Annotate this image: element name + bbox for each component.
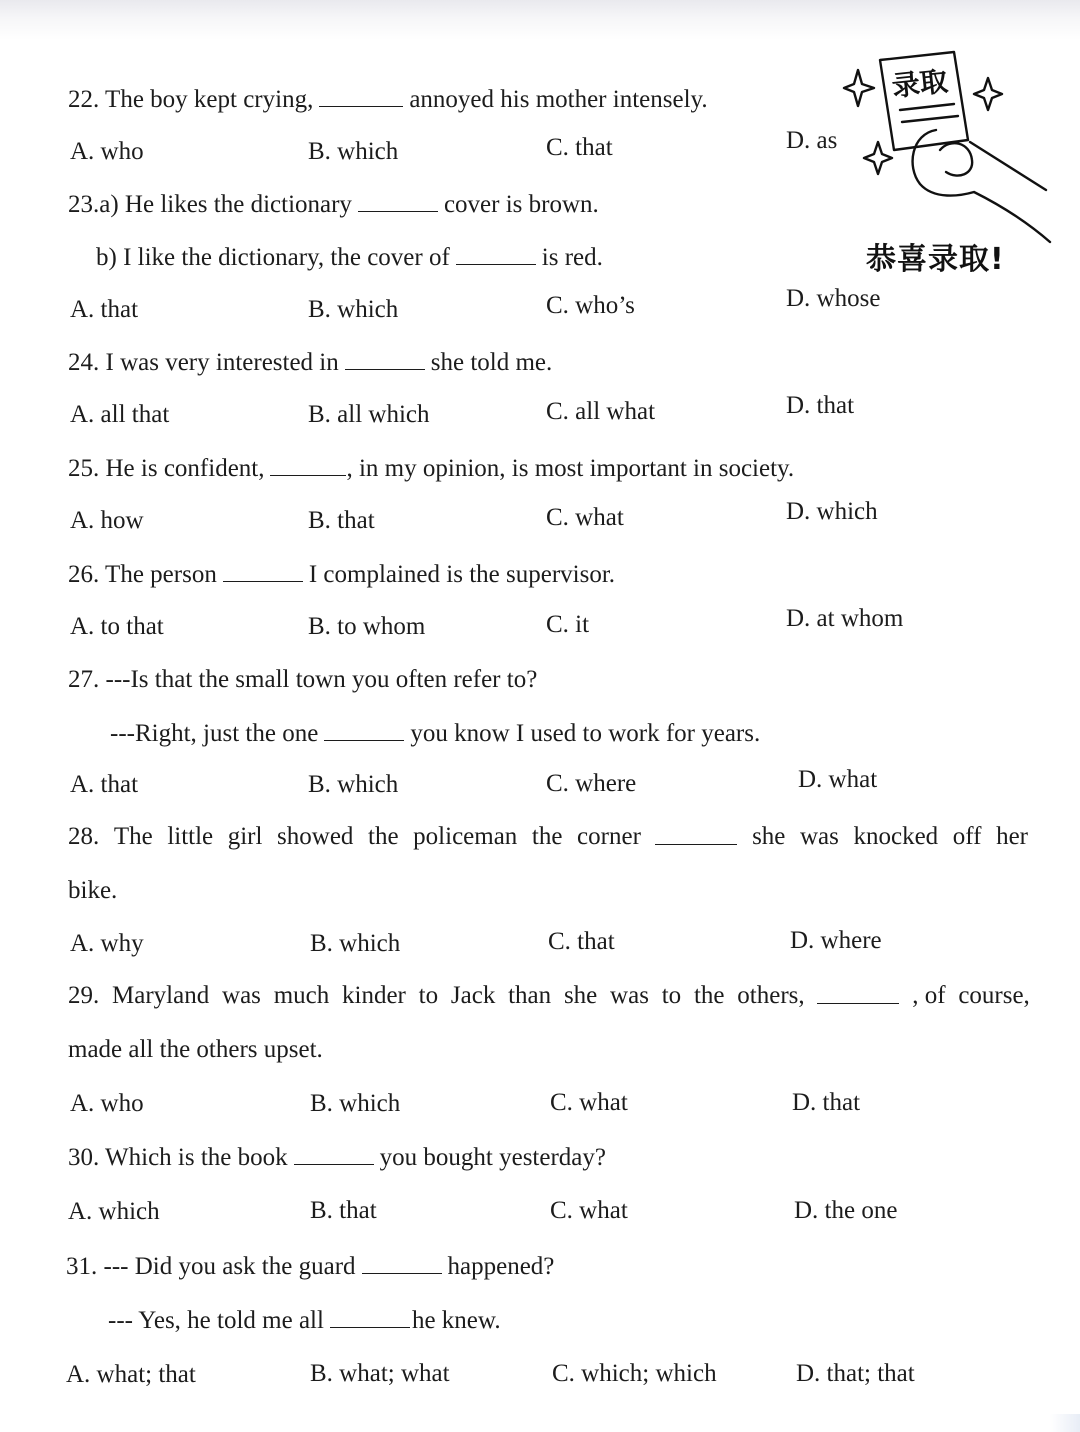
stem-word: little [167,823,214,850]
stem-text: 24. I was very interested in [68,349,339,376]
stem-word: , of [912,982,946,1009]
stem-word: corner [577,823,641,850]
answer-blank [330,1305,410,1328]
answer-blank [456,242,536,265]
stem-word: The [113,823,153,850]
stem-word: the [531,823,563,850]
q23-option-d: D. whose [786,285,881,312]
stem-word: others, [737,982,805,1009]
q25-option-c: C. what [546,504,624,531]
sparkle-icon [974,78,1002,110]
stem-word: girl [227,823,263,850]
stem-text: 31. --- Did you ask the guard [66,1253,356,1280]
stem-text: --- Yes, he told me all [108,1307,324,1334]
stem-text: , in my opinion, is most important in society. [346,455,795,482]
q29-option-b: B. which [310,1090,401,1117]
q30-option-b: B. that [310,1197,377,1224]
stem-text: cover is brown. [443,191,599,218]
stem-text: 30. Which is the book [68,1144,288,1171]
stem-word: she [752,823,786,850]
answer-blank [270,453,346,476]
stem-word: was [800,823,839,850]
stem-word: the [368,823,399,850]
q31-option-b: B. what; what [310,1360,450,1387]
q30-option-c: C. what [550,1197,628,1224]
stem-word: to [661,982,682,1009]
scan-bottom-edge [1050,1414,1080,1432]
answer-blank [358,189,438,212]
q25-option-d: D. which [786,498,878,525]
question-29-line-2: made all the others upset. [68,1036,323,1063]
q24-option-a: A. all that [70,401,170,428]
q28-option-c: C. that [548,928,615,955]
q31-option-d: D. that; that [796,1360,915,1387]
stem-word: 29. [68,982,100,1009]
q22-option-b: B. which [308,138,399,165]
answer-blank [362,1251,442,1274]
stem-word: much [273,982,330,1009]
stem-word: was [222,982,261,1009]
stem-text: annoyed his mother intensely. [409,86,708,113]
q22-option-a: A. who [70,138,144,165]
question-29-line-1 [68,981,1030,1011]
q29-option-d: D. that [792,1089,861,1116]
answer-blank [655,822,737,845]
card-line [900,104,954,110]
stem-word: kinder [342,982,406,1009]
question-25-stem [68,453,794,484]
hand-shape [913,130,1050,242]
question-31-line-1 [66,1251,554,1282]
stem-text: you know I used to work for years. [410,720,761,747]
card-line [902,116,958,122]
question-22-stem [68,84,708,115]
question-23-part-a [68,189,599,220]
question-27-line-1: 27. ---Is that the small town you often refer to? [68,666,538,693]
stem-word: course, [958,982,1030,1009]
scan-top-edge [0,0,1080,40]
q27-option-c: C. where [546,770,637,797]
stem-word: off [952,823,982,850]
stem-word: knocked [853,823,939,850]
question-23-part-b [96,242,603,273]
stem-word: she [563,982,598,1009]
q26-option-b: B. to whom [308,613,426,640]
stem-text: he knew. [411,1307,501,1334]
stem-text: b) I like the dictionary, the cover of [96,244,450,271]
stem-word: to [418,982,439,1009]
stem-word: was [610,982,649,1009]
question-30-stem [68,1142,606,1173]
stem-word: than [508,982,552,1009]
q22-option-c: C. that [546,134,613,161]
q25-option-a: A. how [70,507,144,534]
q27-option-a: A. that [70,771,139,798]
question-28-line-2: bike. [68,877,118,904]
q29-option-c: C. what [550,1089,628,1116]
answer-blank [319,84,403,107]
stem-word: 28. [68,823,100,850]
q24-option-c: C. all what [546,398,656,425]
q26-option-d: D. at whom [786,605,904,632]
q30-option-a: A. which [68,1198,160,1225]
q26-option-c: C. it [546,611,590,638]
stem-word: policeman [413,823,518,850]
q22-option-d: D. as [786,127,838,154]
q31-option-a: A. what; that [66,1361,196,1388]
stem-text: you bought yesterday? [379,1144,606,1171]
q26-option-a: A. to that [70,613,164,640]
question-28-line-1 [68,822,1028,852]
stem-text: 23.a) He likes the dictionary [68,191,352,218]
q23-option-a: A. that [70,296,139,323]
q23-option-b: B. which [308,296,399,323]
q28-option-b: B. which [310,930,401,957]
question-31-line-2 [108,1305,501,1336]
stem-text: 26. The person [68,561,217,588]
stem-word: Jack [450,982,496,1009]
stem-text: ---Right, just the one [110,720,319,747]
stem-word: the [693,982,725,1009]
stem-text: I complained is the supervisor. [308,561,616,588]
q29-option-a: A. who [70,1090,144,1117]
stem-text: 22. The boy kept crying, [68,86,314,113]
sparkle-icon [864,142,892,174]
question-27-line-2 [110,718,760,749]
answer-blank [294,1142,374,1165]
q28-option-d: D. where [790,927,882,954]
answer-blank [345,347,425,370]
question-24-stem [68,347,552,378]
q25-option-b: B. that [308,507,375,534]
q27-option-b: B. which [308,771,399,798]
stem-word: her [996,823,1028,850]
answer-blank [817,981,899,1004]
card-text: 录取 [890,64,950,104]
sticker-caption: 恭喜录取! [866,242,1005,277]
stem-text: she told me. [430,349,553,376]
answer-blank [223,559,303,582]
stem-word: showed [277,823,354,850]
q30-option-d: D. the one [794,1197,898,1224]
answer-blank [324,718,404,741]
sparkle-icon [844,70,874,106]
q28-option-a: A. why [70,930,144,957]
q27-option-d: D. what [798,766,878,793]
q31-option-c: C. which; which [552,1360,717,1387]
stem-text: happened? [447,1253,555,1280]
question-26-stem [68,559,615,590]
stem-text: 25. He is confident, [68,455,265,482]
stem-word: Maryland [112,982,210,1009]
q23-option-c: C. who’s [546,292,635,319]
q24-option-b: B. all which [308,401,430,428]
stem-text: is red. [541,244,603,271]
q24-option-d: D. that [786,392,855,419]
